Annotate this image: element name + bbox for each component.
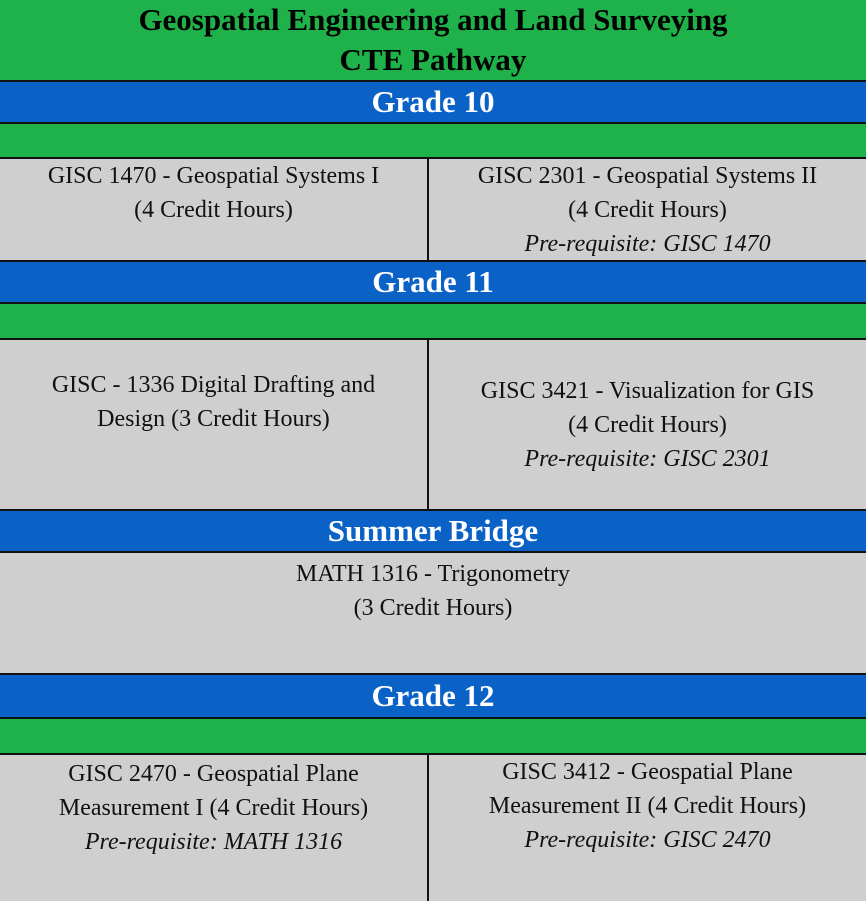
course-title: GISC 3412 - Geospatial Plane [502,759,793,785]
course-credits: (4 Credit Hours) [568,412,727,438]
grade-11-heading: Grade 11 [0,262,866,304]
grade-11-row [0,340,866,511]
course-credits: Design (3 Credit Hours) [97,406,330,432]
course-credits: (3 Credit Hours) [353,595,513,621]
page-title [0,0,866,82]
course-title: MATH 1316 - Trigonometry [295,561,571,587]
course-credits: (4 Credit Hours) [134,197,293,223]
title-line-2: CTE Pathway [339,42,527,77]
summer-bridge-course [0,553,866,673]
course-title: GISC 2470 - Geospatial Plane [68,761,359,787]
course-credits: Measurement II (4 Credit Hours) [488,793,807,819]
course-title: GISC 2301 - Geospatial Systems II [477,163,818,189]
summer-bridge-heading: Summer Bridge [0,511,866,553]
summer-bridge-row [0,553,866,675]
course-title: GISC 1470 - Geospatial Systems I [47,163,380,189]
grade-12-course-left [0,755,429,901]
grade-12-heading: Grade 12 [0,675,866,719]
course-prereq: Pre-requisite: GISC 2301 [524,446,771,472]
grade-12-spacer [0,719,866,755]
grade-10-course-right [429,159,866,260]
grade-10-heading: Grade 10 [0,82,866,124]
grade-10-spacer [0,124,866,159]
grade-10-row [0,159,866,262]
course-prereq: Pre-requisite: GISC 2470 [524,827,771,853]
grade-11-spacer [0,304,866,340]
grade-10-course-left [0,159,429,260]
course-prereq: Pre-requisite: MATH 1316 [84,829,343,855]
course-prereq: Pre-requisite: GISC 1470 [524,231,771,257]
course-credits: (4 Credit Hours) [568,197,727,223]
course-title: GISC - 1336 Digital Drafting and [51,372,376,398]
grade-12-course-right [429,755,866,901]
course-title: GISC 3421 - Visualization for GIS [480,378,815,404]
grade-11-course-left [0,340,429,509]
grade-11-course-right [429,340,866,509]
grade-12-row [0,755,866,901]
course-credits: Measurement I (4 Credit Hours) [58,795,369,821]
title-line-1: Geospatial Engineering and Land Surveying [138,2,728,37]
